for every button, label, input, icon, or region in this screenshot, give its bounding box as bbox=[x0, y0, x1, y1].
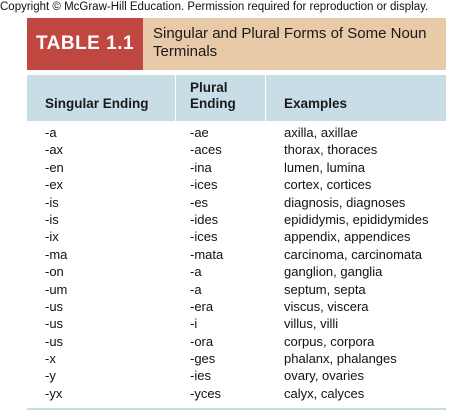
cell-plural-ending: -ae bbox=[190, 125, 209, 140]
cell-plural-ending: -ora bbox=[190, 333, 214, 349]
copyright-notice: Copyright © McGraw-Hill Education. Permission required for reproduction or display. bbox=[0, 1, 429, 13]
cell-singular-ending: -us bbox=[45, 298, 64, 314]
cell-plural-ending: -ices bbox=[190, 229, 218, 245]
table-header-row bbox=[27, 75, 446, 121]
cell-plural-ending: -ina bbox=[190, 159, 212, 175]
cell-singular-ending: -y bbox=[45, 368, 56, 384]
table-row bbox=[27, 194, 446, 211]
header-singular-ending: Singular Ending bbox=[45, 96, 149, 111]
cell-singular-ending: -us bbox=[45, 316, 64, 332]
table-row bbox=[27, 298, 446, 315]
cell-singular-ending: -um bbox=[45, 281, 68, 297]
cell-examples: calyx, calyces bbox=[284, 385, 365, 401]
cell-examples: carcinoma, carcinomata bbox=[284, 246, 422, 262]
cell-plural-ending: -ides bbox=[190, 211, 219, 227]
header-plural-ending bbox=[190, 80, 236, 112]
table-row bbox=[27, 263, 446, 280]
header-divider bbox=[265, 75, 266, 121]
cell-singular-ending: -on bbox=[45, 264, 64, 280]
header-plural-line1: Plural bbox=[190, 80, 228, 95]
table-row bbox=[27, 281, 446, 298]
cell-plural-ending: -yces bbox=[190, 385, 222, 401]
table-title: Singular and Plural Forms of Some Noun Terminals bbox=[153, 25, 427, 60]
table-row bbox=[27, 141, 446, 158]
table-row bbox=[27, 211, 446, 228]
cell-singular-ending: -ex bbox=[45, 177, 64, 193]
cell-examples: ovary, ovaries bbox=[284, 368, 364, 384]
table-row bbox=[27, 350, 446, 367]
cell-plural-ending: -ices bbox=[190, 177, 218, 193]
cell-singular-ending: -is bbox=[45, 194, 59, 210]
cell-singular-ending: -is bbox=[45, 211, 59, 227]
table-number-badge: TABLE 1.1 bbox=[27, 18, 143, 70]
cell-examples: axilla, axillae bbox=[284, 125, 358, 140]
header-examples: Examples bbox=[284, 96, 348, 111]
cell-singular-ending: -us bbox=[45, 333, 64, 349]
cell-examples: septum, septa bbox=[284, 281, 366, 297]
table-row bbox=[27, 228, 446, 245]
cell-singular-ending: -ax bbox=[45, 142, 64, 158]
cell-examples: corpus, corpora bbox=[284, 333, 375, 349]
header-divider bbox=[175, 75, 176, 121]
header-plural-line2: Ending bbox=[190, 96, 236, 111]
cell-plural-ending: -i bbox=[190, 316, 198, 332]
table-row bbox=[27, 176, 446, 193]
cell-plural-ending: -a bbox=[190, 264, 202, 280]
table-row bbox=[27, 315, 446, 332]
table-row bbox=[27, 367, 446, 384]
table-title-bar bbox=[27, 18, 446, 70]
cell-singular-ending: -a bbox=[45, 125, 57, 140]
cell-examples: cortex, cortices bbox=[284, 177, 372, 193]
cell-examples: lumen, lumina bbox=[284, 159, 365, 175]
cell-examples: phalanx, phalanges bbox=[284, 351, 397, 367]
cell-plural-ending: -aces bbox=[190, 142, 222, 158]
cell-plural-ending: -es bbox=[190, 194, 209, 210]
cell-plural-ending: -ges bbox=[190, 351, 216, 367]
cell-examples: diagnosis, diagnoses bbox=[284, 194, 406, 210]
cell-examples: appendix, appendices bbox=[284, 229, 411, 245]
cell-plural-ending: -mata bbox=[190, 246, 224, 262]
cell-singular-ending: -ix bbox=[45, 229, 59, 245]
table-row bbox=[27, 159, 446, 176]
table-body bbox=[27, 124, 446, 402]
table-row bbox=[27, 333, 446, 350]
cell-examples: ganglion, ganglia bbox=[284, 264, 383, 280]
cell-singular-ending: -en bbox=[45, 159, 64, 175]
cell-plural-ending: -era bbox=[190, 298, 214, 314]
cell-examples: viscus, viscera bbox=[284, 298, 369, 314]
cell-singular-ending: -x bbox=[45, 351, 56, 367]
cell-examples: thorax, thoraces bbox=[284, 142, 378, 158]
table-row bbox=[27, 246, 446, 263]
table-bottom-rule bbox=[27, 408, 446, 410]
cell-examples: epididymis, epididymides bbox=[284, 211, 429, 227]
cell-plural-ending: -a bbox=[190, 281, 202, 297]
cell-singular-ending: -yx bbox=[45, 385, 63, 401]
cell-singular-ending: -ma bbox=[45, 246, 68, 262]
cell-examples: villus, villi bbox=[284, 316, 339, 332]
cell-plural-ending: -ies bbox=[190, 368, 211, 384]
table-row bbox=[27, 385, 446, 402]
table-row bbox=[27, 124, 446, 141]
